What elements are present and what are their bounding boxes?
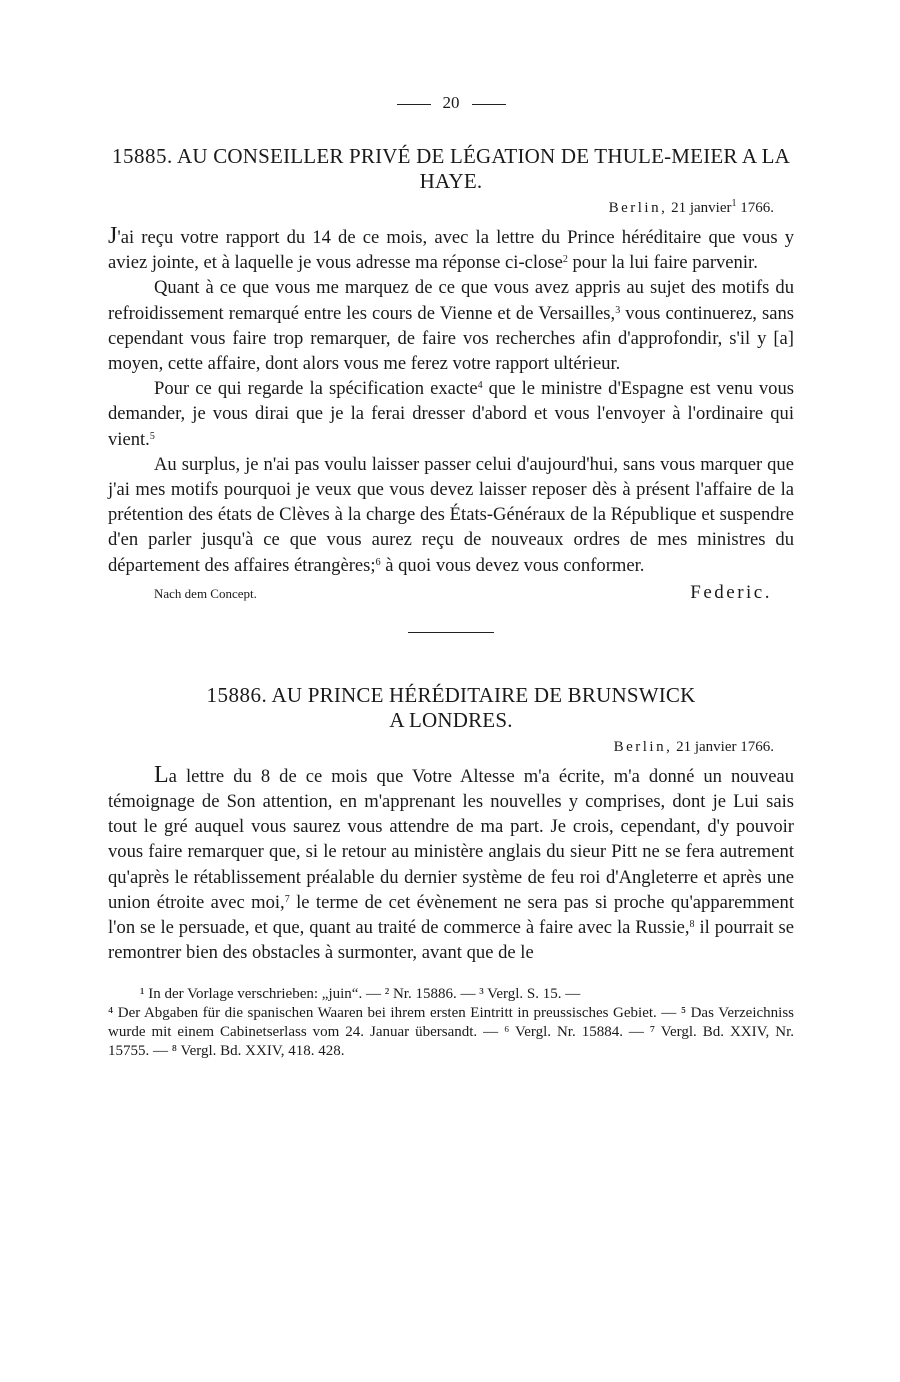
letter-1-heading [108,144,794,194]
letter-1-paragraph-4 [108,452,794,578]
letter-1-p3-text-a: Pour ce qui regarde la spécification exacte [154,378,478,400]
letter-1-date-pre: 21 janvier [671,200,732,216]
letter-1-dateline [108,198,774,218]
footnote-ref-6: 6 [375,556,381,568]
signature: Federic. [690,581,772,603]
footnote-ref-2: 2 [562,254,568,266]
letter-2-paragraph-1 [108,763,794,966]
letter-2-number: 15886. [206,682,268,707]
letter-2-heading-line-1 [108,683,794,708]
footnote-ref-3: 3 [615,304,621,316]
footnote-ref-8: 8 [689,919,695,931]
running-head-dash-left [397,104,431,105]
letter-1-body [108,224,794,578]
letter-1-title: AU CONSEILLER PRIVÉ DE LÉGATION DE THULE-MEIER A LA HAYE. [177,144,790,193]
letter-1-p2-text-b: vous continuerez, sans cependant vous faire trop remarquer, de faire vos recherches afin d'approfondir, s'il y [a] moyen, cette affaire, dont alors vous me ferez votre rapport ultérieur. [108,302,794,375]
letter-1-paragraph-3 [108,376,794,452]
letter-2-body [108,763,794,966]
letter-1-date-post: 1766. [740,200,774,216]
footnote-ref-4: 4 [477,380,483,392]
running-head [108,90,794,116]
letter-1-closing [108,582,794,604]
letter-1-number: 15885. [112,144,173,168]
letter-2-p1-text-a: a lettre du 8 de ce mois que Votre Altesse m'a écrite, m'a donné un nouveau témoignage de Son attention, en m'apprenant les nouvelles y comprises, dont je Lui sais tout le gré auquel vous saurez vous attendre de ma part. Je crois, cependant, d'y pouvoir vous faire remarquer que, si le retour au ministère anglais du sieur Pitt ne se fera autrement qu'après le rétablissement préalable du dernier système de feu roi d'Angleterre et après une union étroite avec moi, [108,765,794,913]
letter-1-paragraph-2 [108,275,794,376]
letter-1-p4-text-a: Au surplus, je n'ai pas voulu laisser passer celui d'aujourd'hui, sans vous marquer que j'ai mes motifs pourquoi je veux que vous devez laisser reposer dès à présent l'affaire de la prétention des états de Clèves à la charge des États-Généraux de la République et suspendre d'en parler jusqu'à ce que vous aurez reçu de nouveaux ordres de mes ministres du département des affaires étrangères; [108,453,794,576]
document-page [108,90,794,1061]
letter-1-p1-text-b: pour la lui faire parvenir. [567,252,758,274]
footnote-line-1: ¹ In der Vorlage verschrieben: „juin“. — ² Nr. 15886. — ³ Vergl. S. 15. — [140,986,581,1003]
letter-2-initial: L [154,761,169,788]
letter-1-p1-text-a: 'ai reçu votre rapport du 14 de ce mois, avec la lettre du Prince héréditaire que vous y aviez jointe, et à laquelle je vous adresse ma réponse ci-close [108,227,794,274]
letter-1-place: Berlin, [608,200,668,216]
running-head-dash-right [472,104,506,105]
letter-2-heading [108,683,794,733]
letter-1-p4-text-b: à quoi vous devez vous conformer. [380,554,645,576]
letter-2-dateline [108,737,774,757]
letter-2-place: Berlin, [613,738,673,755]
letter-1-initial: J [108,223,118,249]
letter-1-p2-text-a: Quant à ce que vous me marquez de ce que vous avez appris au sujet des motifs du refroidissement remarqué entre les cours de Vienne et de Versailles, [108,277,794,324]
footnote-line-2: ⁴ Der Abgaben für die spanischen Waaren bei ihrem ersten Eintritt in preussisches Gebiet. — ⁵ Das Verzeichniss wurde mit einem Cabinetserlass vom 24. Januar übersandt. — ⁶ Vergl. Nr. 15884. — ⁷ Vergl. Bd. XXIV, Nr. 15755. — ⁸ Vergl. Bd. XXIV, 418. 428. [108,1005,794,1060]
footnotes [108,985,794,1061]
page-number: 20 [442,93,460,112]
footnote-ref-5: 5 [149,430,155,442]
letter-2-title-line-1: AU PRINCE HÉRÉDITAIRE DE BRUNSWICK [271,682,696,707]
source-note: Nach dem Concept. [154,585,257,601]
section-divider [408,632,494,633]
footnote-ref-1: 1 [731,198,737,209]
letter-2-p1-text-c: il pourrait se remontrer bien des obstacles à surmonter, avant que de le [108,917,794,964]
letter-2-title-line-2: A LONDRES. [389,707,513,732]
letter-2-p1-text-b: le terme de cet évènement ne sera pas si proche qu'apparemment l'on se le persuade, et que, quant au traité de commerce à faire avec la Russie, [108,891,794,939]
letter-1-paragraph-1 [108,224,794,275]
letter-1-p3-text-b: que le ministre d'Espagne est venu vous demander, je vous dirai que je la ferai dresser d'abord et vous l'envoyer à l'ordinaire qui vient. [108,378,794,450]
letter-2-date: 21 janvier 1766. [676,738,774,755]
footnote-ref-7: 7 [284,893,290,905]
